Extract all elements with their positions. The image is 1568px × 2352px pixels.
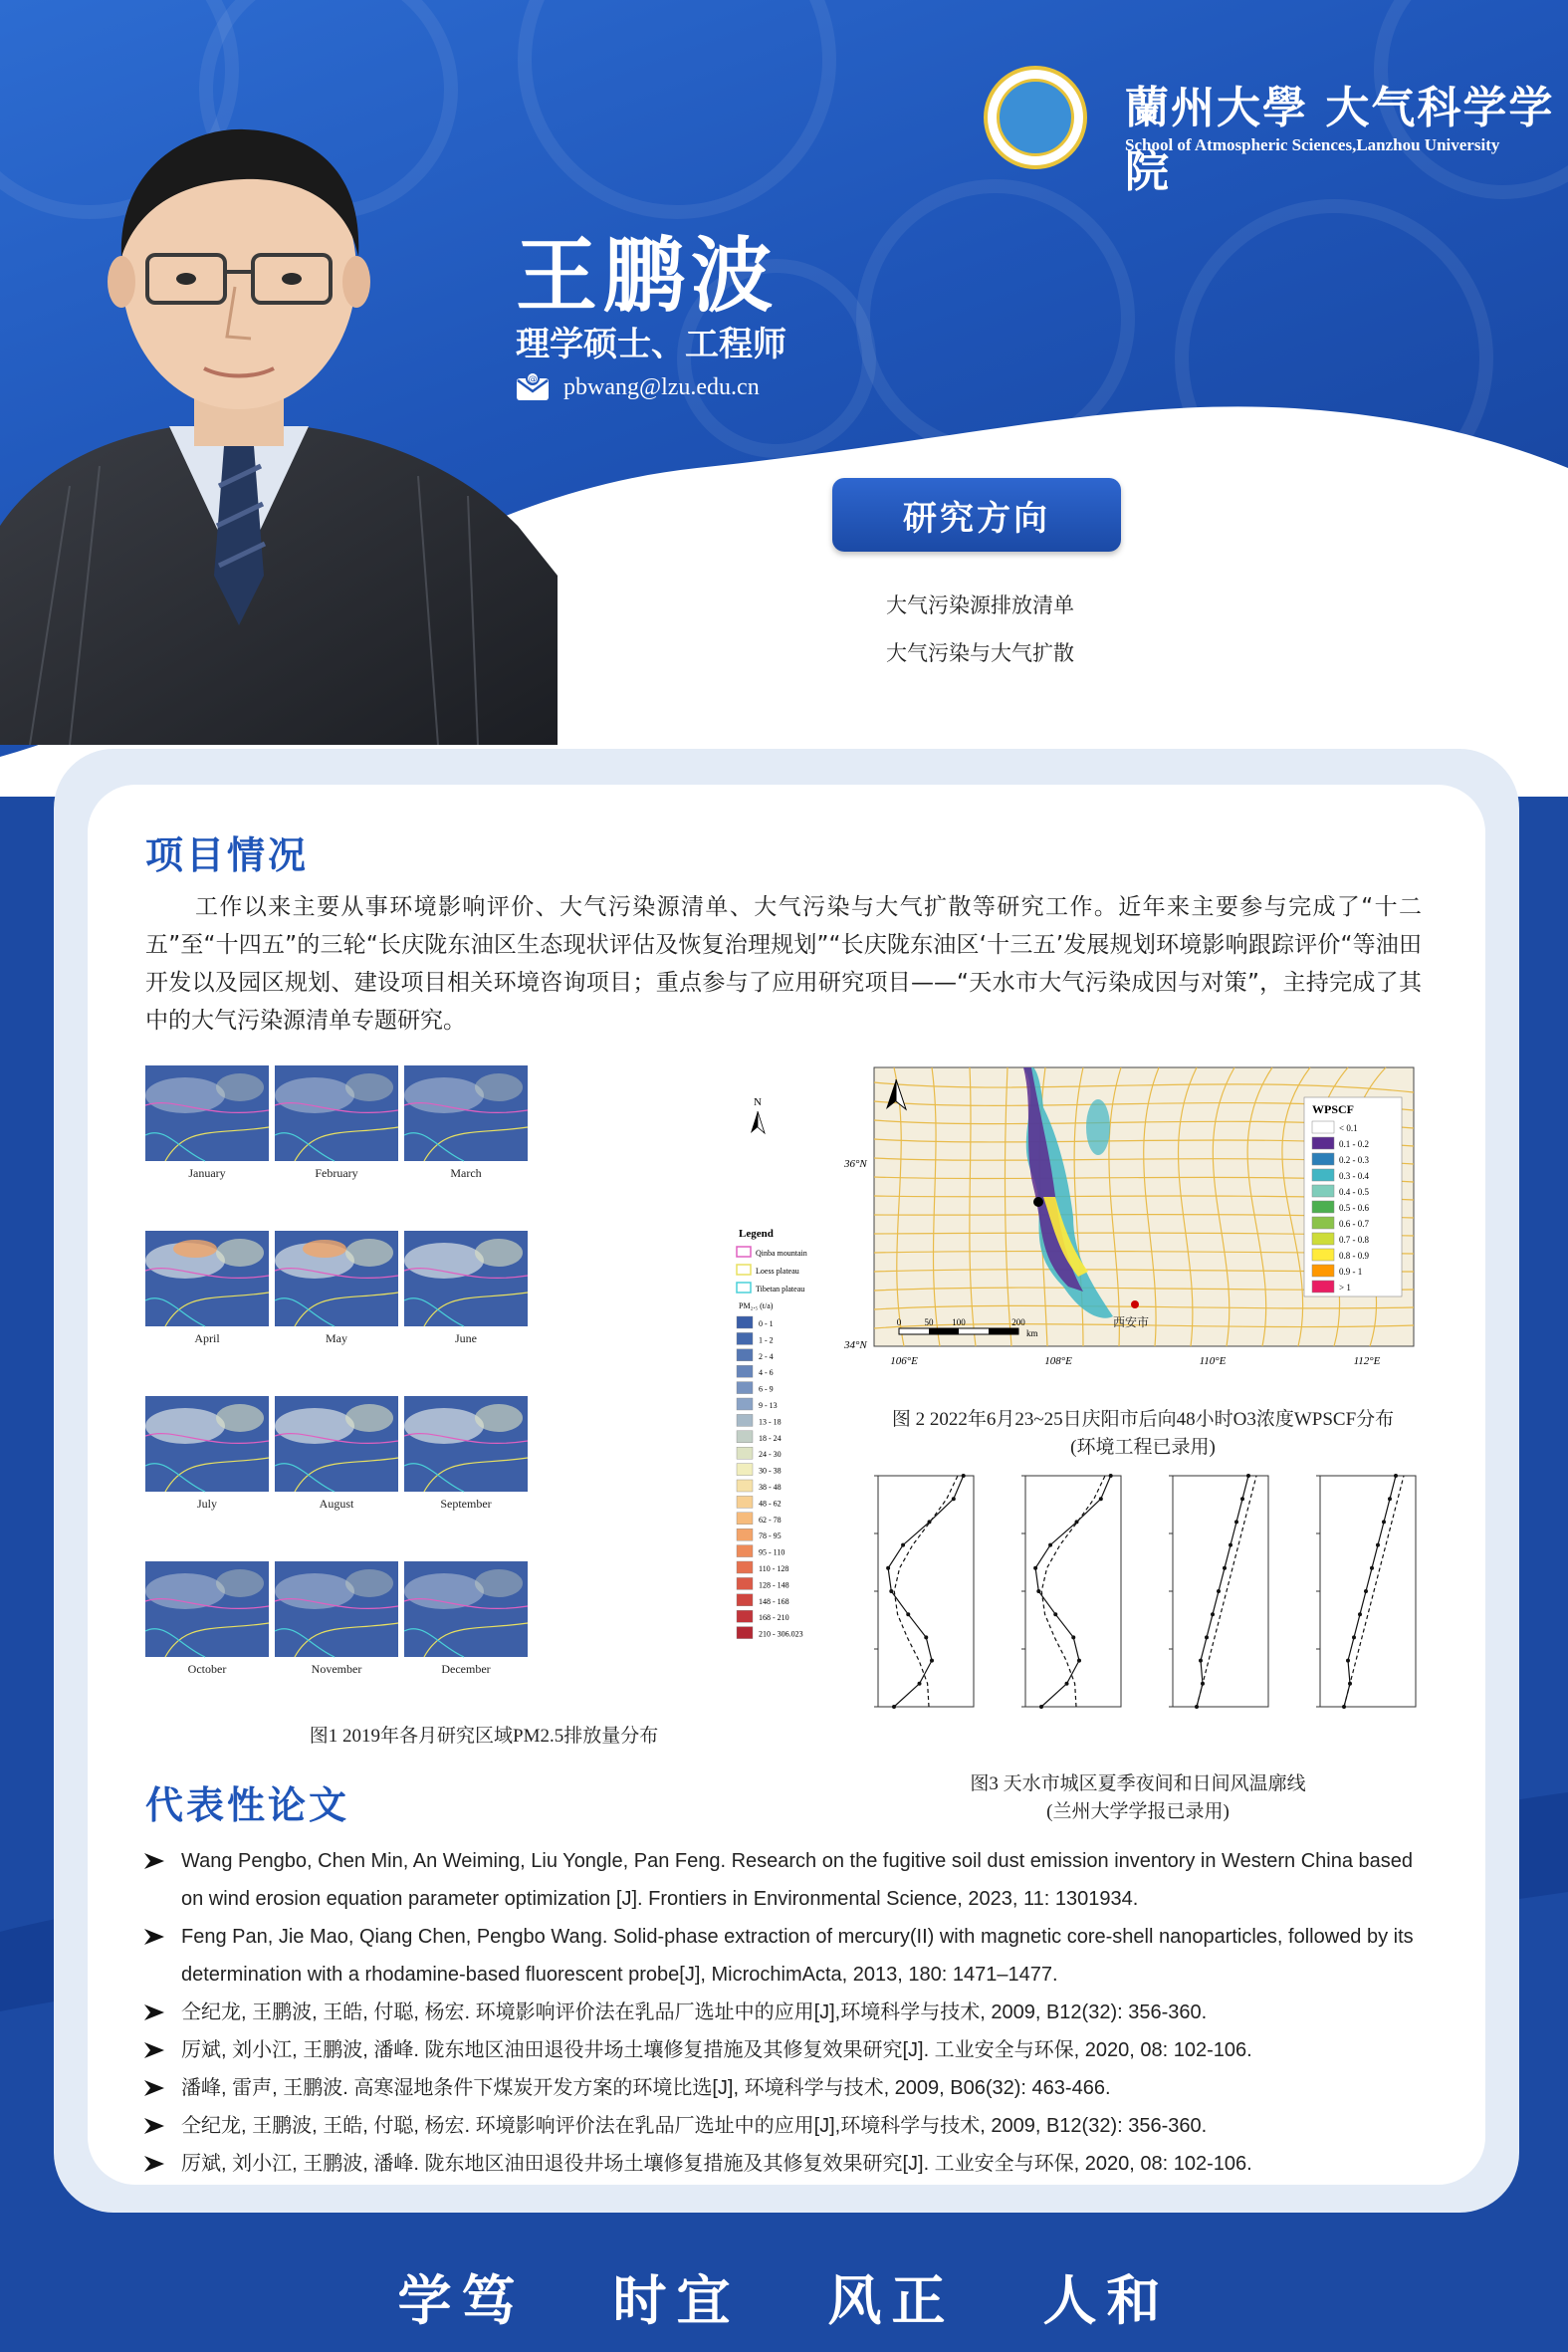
person-email[interactable]: pbwang@lzu.edu.cn: [563, 374, 760, 400]
month-map: [404, 1065, 528, 1161]
research-direction-heading: 研究方向: [832, 478, 1121, 552]
legend-bin-swatch: [737, 1577, 753, 1589]
north-arrow-icon: [751, 1111, 758, 1133]
wpscf-legend-swatch: [1312, 1121, 1334, 1133]
lon-label: 108°E: [1044, 1355, 1072, 1367]
figure3-caption-line1: 图3 天水市城区夏季夜间和日间风温廓线: [970, 1773, 1306, 1794]
city-label: 西安市: [1113, 1315, 1150, 1329]
legend-bin-label: 78 - 95: [759, 1531, 782, 1541]
paper-text: Feng Pan, Jie Mao, Qiang Chen, Pengbo Wang. Solid-phase extraction of mercury(II) with magnetic core-shell nanoparticles, followed by its determination with a rhodamine-based fluorescent probe[J], MicrochimActa, 2013, 180: 1471–1477.: [181, 1926, 1414, 1986]
month-label: June: [455, 1331, 477, 1345]
wpscf-legend-swatch: [1312, 1185, 1334, 1197]
wpscf-legend-swatch: [1312, 1265, 1334, 1277]
legend-region-label: Loess plateau: [756, 1267, 799, 1276]
motto-word: 时宜: [612, 2268, 741, 2332]
arrow-bullet-icon: [143, 2041, 165, 2059]
lon-label: 106°E: [890, 1355, 918, 1367]
wpscf-legend-swatch: [1312, 1137, 1334, 1149]
north-label: N: [754, 1096, 762, 1108]
motto-word: 学笃: [397, 2268, 526, 2332]
month-map: [145, 1231, 269, 1326]
paper-item: [139, 1842, 1434, 1918]
figure1-pm25-maps: [145, 1065, 822, 1708]
paper-text: 潘峰, 雷声, 王鹏波. 高寒湿地条件下煤炭开发方案的环境比选[J], 环境科学与技术, 2009, B06(32): 463-466.: [181, 2077, 1111, 2099]
legend-bin-swatch: [737, 1414, 753, 1426]
wpscf-legend-swatch: [1312, 1249, 1334, 1261]
month-map: [145, 1396, 269, 1492]
figure2-caption-line1: 图 2 2022年6月23~25日庆阳市后向48小时O3浓度WPSCF分布: [891, 1409, 1395, 1430]
arrow-bullet-icon: [143, 2003, 165, 2021]
figure2-caption-line2: (环境工程已录用): [1070, 1437, 1216, 1458]
paper-text: 厉斌, 刘小江, 王鹏波, 潘峰. 陇东地区油田退役井场土壤修复措施及其修复效果研究[J]. 工业安全与环保, 2020, 08: 102-106.: [181, 2039, 1252, 2061]
legend-bin-swatch: [737, 1464, 753, 1476]
lon-label: 112°E: [1353, 1355, 1381, 1367]
month-label: January: [188, 1166, 226, 1180]
lon-label: 110°E: [1199, 1355, 1227, 1367]
projects-heading: 项目情况: [145, 833, 310, 877]
wpscf-legend-label: 0.4 - 0.5: [1339, 1187, 1369, 1197]
paper-item: [139, 2069, 1434, 2107]
legend-bin-swatch: [737, 1561, 753, 1573]
legend-bin-swatch: [737, 1513, 753, 1525]
arrow-bullet-icon: [143, 1852, 165, 1870]
research-item: 大气污染源排放清单: [886, 593, 1074, 617]
wpscf-legend-label: > 1: [1339, 1283, 1351, 1293]
wpscf-legend-label: 0.5 - 0.6: [1339, 1203, 1369, 1213]
legend-title: Legend: [739, 1228, 774, 1240]
lat-label: 36°N: [844, 1158, 867, 1170]
figure1-caption: 图1 2019年各月研究区域PM2.5排放量分布: [309, 1726, 659, 1747]
month-label: March: [450, 1166, 482, 1180]
legend-bin-swatch: [737, 1480, 753, 1492]
legend-bin-label: 210 - 306.023: [759, 1629, 803, 1639]
legend-bin-label: 48 - 62: [759, 1499, 782, 1509]
wpscf-legend-swatch: [1312, 1233, 1334, 1245]
legend-bin-swatch: [737, 1447, 753, 1459]
wpscf-legend-label: 0.8 - 0.9: [1339, 1251, 1369, 1261]
month-label: December: [441, 1662, 491, 1676]
city-marker: [1131, 1300, 1139, 1308]
legend-bin-swatch: [737, 1529, 753, 1540]
motto-word: 人和: [1042, 2268, 1171, 2332]
month-map: [145, 1065, 269, 1161]
legend-bin-swatch: [737, 1316, 753, 1328]
university-name-en: School of Atmospheric Sciences,Lanzhou University: [1125, 135, 1500, 154]
legend-bin-label: 128 - 148: [759, 1580, 789, 1590]
month-map: [145, 1561, 269, 1657]
legend-bin-swatch: [737, 1431, 753, 1443]
figure2-wpscf-map: [844, 1067, 1414, 1367]
wpscf-legend-title: WPSCF: [1312, 1102, 1354, 1116]
legend-bin-swatch: [737, 1382, 753, 1394]
person-title: 理学硕士、工程师: [516, 325, 786, 364]
wpscf-legend-label: 0.9 - 1: [1339, 1267, 1363, 1277]
month-map: [404, 1396, 528, 1492]
legend-bin-swatch: [737, 1332, 753, 1344]
legend-bin-label: 2 - 4: [759, 1351, 774, 1361]
scale-label: 0: [896, 1317, 902, 1327]
lat-label: 34°N: [844, 1339, 867, 1351]
legend-region-label: Qinba mountain: [756, 1249, 807, 1258]
month-map: [404, 1231, 528, 1326]
legend-bin-label: 18 - 24: [759, 1433, 782, 1443]
legend-bin-label: 1 - 2: [759, 1335, 774, 1345]
legend-bin-swatch: [737, 1349, 753, 1361]
wpscf-legend-swatch: [1312, 1217, 1334, 1229]
month-map: [275, 1231, 398, 1326]
figure3-caption-line2: (兰州大学学报已录用): [1046, 1801, 1230, 1822]
arrow-bullet-icon: [143, 1928, 165, 1946]
papers-list: [139, 1842, 1434, 2183]
figure3-wind-temperature-profiles: [844, 1468, 1432, 1751]
month-map: [404, 1561, 528, 1657]
month-label: April: [194, 1331, 220, 1345]
month-map: [275, 1561, 398, 1657]
legend-bin-label: 110 - 128: [759, 1564, 789, 1573]
month-label: July: [196, 1497, 218, 1511]
papers-heading: 代表性论文: [145, 1783, 350, 1827]
legend-bin-label: 24 - 30: [759, 1450, 782, 1460]
projects-text: 工作以来主要从事环境影响评价、大气污染源清单、大气污染与大气扩散等研究工作。近年来主要参与完成了“十二五”至“十四五”的三轮“长庆陇东油区生态现状评估及恢复治理规划”“长庆陇东油区‘十三五’发展规划环境影响跟踪评价“等油田开发以及园区规划、建设项目相关环境咨询项目；重点参与了应用研究项目——“天水市大气污染成因与对策”，主持完成了其中的大气污染源清单专题研究。: [145, 894, 1422, 1034]
wpscf-legend-label: 0.2 - 0.3: [1339, 1155, 1369, 1165]
wpscf-legend-swatch: [1312, 1153, 1334, 1165]
month-label: October: [187, 1662, 227, 1676]
university-name-cn: 蘭州大學 大气科学学院: [1125, 83, 1555, 197]
legend-region-label: Tibetan plateau: [756, 1285, 805, 1294]
receptor-point: [1033, 1197, 1043, 1207]
legend-bin-swatch: [737, 1545, 753, 1557]
arrow-bullet-icon: [143, 2155, 165, 2173]
month-map: [275, 1065, 398, 1161]
legend-bin-label: 0 - 1: [759, 1319, 774, 1328]
month-label: February: [315, 1166, 358, 1180]
legend-bin-label: 13 - 18: [759, 1417, 782, 1427]
profile-panel: [1021, 1474, 1121, 1709]
portrait-photo: [0, 108, 558, 745]
scale-unit: km: [1026, 1328, 1038, 1338]
paper-item: [139, 2145, 1434, 2183]
profile-panel: [1316, 1474, 1416, 1709]
legend-bin-label: 6 - 9: [759, 1384, 774, 1394]
arrow-bullet-icon: [143, 2117, 165, 2135]
wpscf-legend-swatch: [1312, 1169, 1334, 1181]
wpscf-legend-label: < 0.1: [1339, 1123, 1358, 1133]
legend-bin-label: 30 - 38: [759, 1466, 782, 1476]
paper-text: Wang Pengbo, Chen Min, An Weiming, Liu Yongle, Pan Feng. Research on the fugitive soil dust emission inventory in Western China based on wind erosion equation parameter optimization [J]. Frontiers in Environmental Science, 2023, 11: 1301934.: [181, 1850, 1414, 1910]
legend-bin-label: 148 - 168: [759, 1596, 789, 1606]
wpscf-legend-swatch: [1312, 1281, 1334, 1293]
university-logo: [984, 66, 1087, 169]
month-map: [275, 1396, 398, 1492]
legend-bin-swatch: [737, 1496, 753, 1508]
motto-word: 风正: [827, 2268, 956, 2332]
legend-bin-label: 38 - 48: [759, 1483, 782, 1492]
person-name: 王鹏波: [516, 229, 780, 324]
wpscf-legend-label: 0.7 - 0.8: [1339, 1235, 1369, 1245]
profile-panel: [874, 1474, 974, 1709]
research-item: 大气污染与大气扩散: [886, 641, 1074, 665]
scale-label: 200: [1011, 1317, 1025, 1327]
legend-bin-label: 9 - 13: [759, 1401, 778, 1410]
scale-label: 100: [952, 1317, 966, 1327]
paper-item: [139, 1994, 1434, 2031]
month-label: September: [440, 1497, 492, 1511]
legend-bin-label: 95 - 110: [759, 1547, 785, 1557]
month-label: November: [311, 1662, 362, 1676]
paper-text: 仝纪龙, 王鹏波, 王皓, 付聪, 杨宏. 环境影响评价法在乳品厂选址中的应用[J],环境科学与技术, 2009, B12(32): 356-360.: [181, 2115, 1208, 2137]
wpscf-legend-label: 0.3 - 0.4: [1339, 1171, 1369, 1181]
legend-bin-swatch: [737, 1398, 753, 1410]
paper-text: 厉斌, 刘小江, 王鹏波, 潘峰. 陇东地区油田退役井场土壤修复措施及其修复效果研究[J]. 工业安全与环保, 2020, 08: 102-106.: [181, 2153, 1252, 2175]
month-label: May: [326, 1331, 347, 1345]
month-label: August: [319, 1497, 354, 1511]
wpscf-legend-swatch: [1312, 1201, 1334, 1213]
legend-region-swatch: [737, 1265, 751, 1275]
legend-bin-swatch: [737, 1610, 753, 1622]
legend-region-swatch: [737, 1247, 751, 1257]
wpscf-legend-label: 0.6 - 0.7: [1339, 1219, 1369, 1229]
legend-bin-label: 4 - 6: [759, 1368, 774, 1378]
legend-bin-label: 168 - 210: [759, 1613, 789, 1623]
paper-item: [139, 2031, 1434, 2069]
legend-bin-label: 62 - 78: [759, 1515, 782, 1525]
wpscf-legend-label: 0.1 - 0.2: [1339, 1139, 1369, 1149]
paper-item: [139, 1918, 1434, 1994]
university-motto: [0, 2258, 1568, 2335]
legend-bin-swatch: [737, 1627, 753, 1639]
legend-unit: PM₂.₅ (t/a): [739, 1301, 774, 1310]
arrow-bullet-icon: [143, 2079, 165, 2097]
legend-region-swatch: [737, 1283, 751, 1293]
legend-bin-swatch: [737, 1365, 753, 1377]
svg-text:@: @: [528, 374, 538, 385]
legend-bin-swatch: [737, 1594, 753, 1606]
email-icon: [516, 372, 550, 402]
scale-label: 50: [924, 1317, 934, 1327]
paper-text: 仝纪龙, 王鹏波, 王皓, 付聪, 杨宏. 环境影响评价法在乳品厂选址中的应用[J],环境科学与技术, 2009, B12(32): 356-360.: [181, 2001, 1208, 2023]
paper-item: [139, 2107, 1434, 2145]
profile-panel: [1169, 1474, 1268, 1709]
